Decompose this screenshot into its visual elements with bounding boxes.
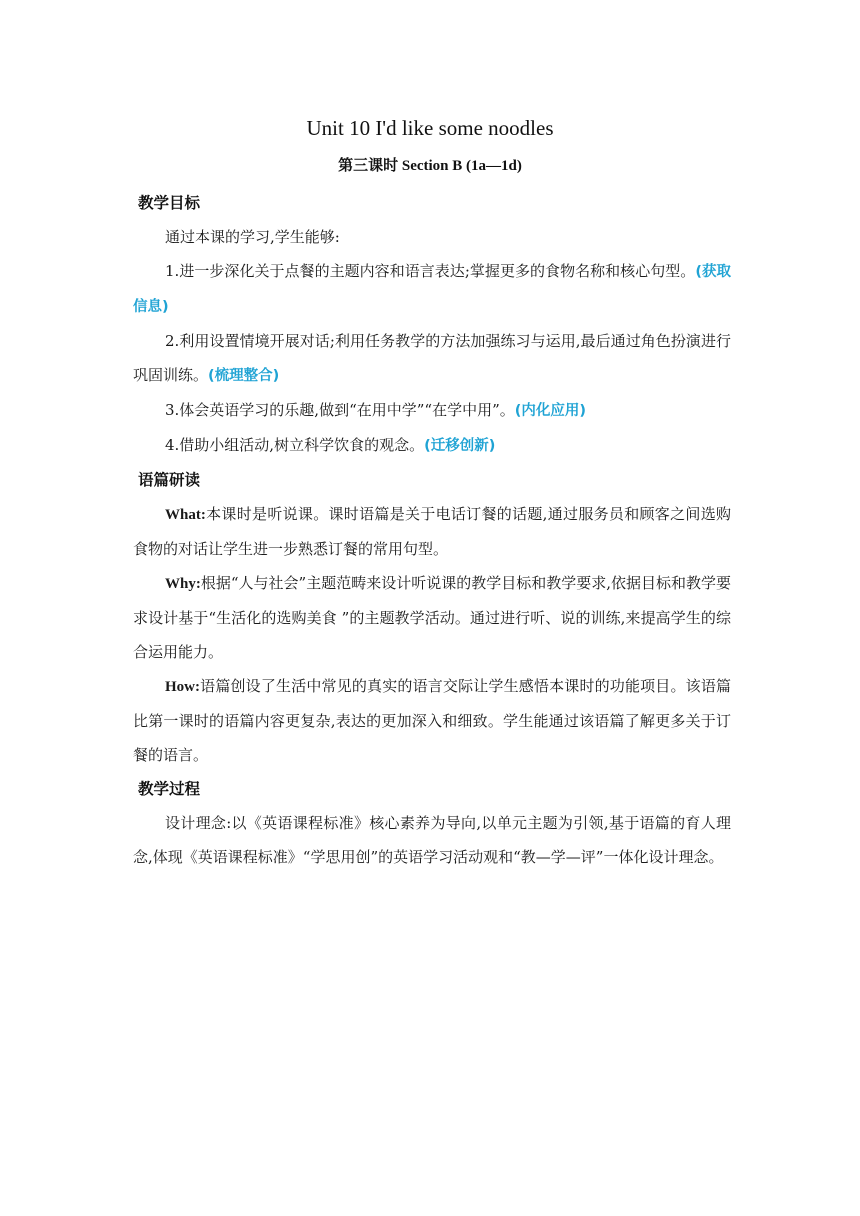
objective-text: 1.进一步深化关于点餐的主题内容和语言表达;掌握更多的食物名称和核心句型。 xyxy=(165,262,696,280)
objective-tag: (迁移创新) xyxy=(424,438,496,454)
analysis-what-lead: What: xyxy=(165,507,206,523)
analysis-how-lead: How: xyxy=(165,679,200,695)
objective-item xyxy=(133,393,731,428)
analysis-what xyxy=(133,497,731,566)
section-heading-analysis: 语篇研读 xyxy=(138,471,201,489)
process-text: 设计理念:以《英语课程标准》核心素养为导向,以单元主题为引领,基于语篇的育人理念,体现《英语课程标准》“学思用创”的英语学习活动观和“教—学—评”一体化设计理念。 xyxy=(133,814,731,866)
lesson-subtitle: 第三课时 Section B (1a—1d) xyxy=(338,158,522,174)
analysis-what-text: 本课时是听说课。课时语篇是关于电话订餐的话题,通过服务员和顾客之间选购食物的对话让学生进一步熟悉订餐的常用句型。 xyxy=(133,505,731,558)
analysis-why-text: 根据“人与社会”主题范畴来设计听说课的教学目标和教学要求,依据目标和教学要求设计基于“生活化的选购美食 ”的主题教学活动。通过进行听、说的训练,来提高学生的综合运用能力。 xyxy=(133,574,731,661)
analysis-how xyxy=(133,669,731,772)
objective-item xyxy=(133,428,731,463)
document-title: Unit 10 I'd like some noodles xyxy=(306,116,554,140)
objectives-intro: 通过本课的学习,学生能够: xyxy=(165,228,340,246)
objective-tag: (获取信息) xyxy=(133,264,731,315)
section-heading-objectives: 教学目标 xyxy=(138,194,201,212)
document-body xyxy=(133,186,731,874)
objective-tag: (梳理整合) xyxy=(208,368,280,384)
objective-text: 2.利用设置情境开展对话;利用任务教学的方法加强练习与运用,最后通过角色扮演进行巩固训练。 xyxy=(133,332,731,384)
objective-item xyxy=(133,254,731,324)
objective-item xyxy=(133,324,731,393)
objective-text: 3.体会英语学习的乐趣,做到“在用中学”“在学中用”。 xyxy=(165,401,515,419)
section-heading-process: 教学过程 xyxy=(138,780,201,798)
objective-tag: (内化应用) xyxy=(514,403,587,419)
analysis-why-lead: Why: xyxy=(165,576,201,592)
analysis-how-text: 语篇创设了生活中常见的真实的语言交际让学生感悟本课时的功能项目。该语篇比第一课时的语篇内容更复杂,表达的更加深入和细致。学生能通过该语篇了解更多关于订餐的语言。 xyxy=(133,677,731,764)
objective-text: 4.借助小组活动,树立科学饮食的观念。 xyxy=(165,436,425,454)
analysis-why xyxy=(133,566,731,669)
